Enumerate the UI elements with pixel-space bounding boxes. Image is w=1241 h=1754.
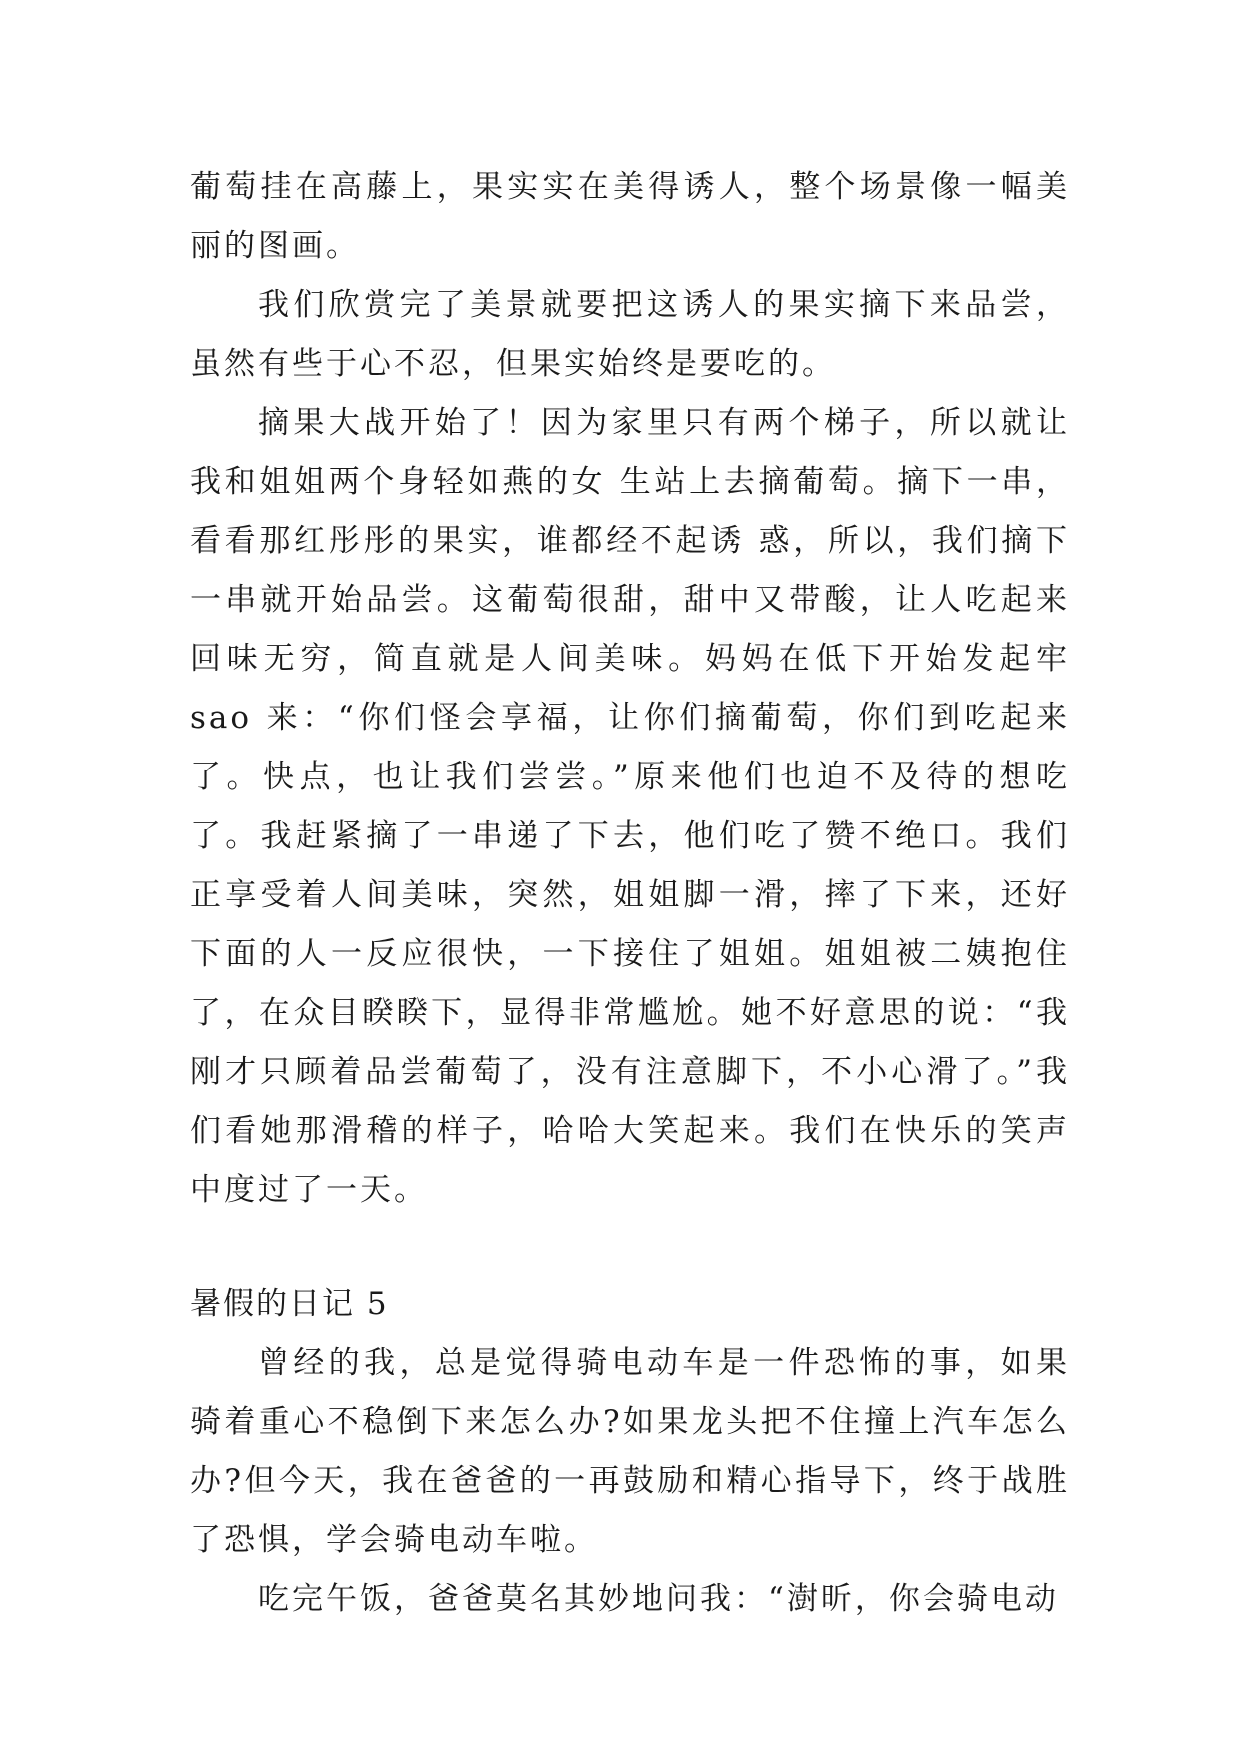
paragraph-after-lunch: 吃完午饭，爸爸莫名其妙地问我：“澍昕，你会骑电动 [258, 1581, 1059, 1617]
paragraph-admire-fruit: 我们欣赏完了美景就要把这诱人的果实摘下来品尝，虽然有些于心不忍，但果实始终是要吃的。 [190, 287, 1070, 382]
document-body [190, 158, 1070, 1629]
paragraph-picking-battle: 摘果大战开始了！因为家里只有两个梯子，所以就让我和姐姐两个身轻如燕的女 生站上去摘葡萄。摘下一串，看看那红彤彤的果实，谁都经不起诱 惑，所以，我们摘下一串就开始品尝。这葡萄很甜，甜中又带酸，让人吃起来回味无穷，简直就是人间美味。妈妈在低下开始发起牢 sao 来：“你们怪会享福，让你们摘葡萄，你们到吃起来了。快点，也让我们尝尝。”原来他们也迫不及待的想吃了。我赶紧摘了一串递了下去，他们吃了赞不绝口。我们正享受着人间美味，突然，姐姐脚一滑，摔了下来，还好下面的人一反应很快，一下接住了姐姐。姐姐被二姨抱住了，在众目睽睽下，显得非常尴尬。她不好意思的说：“我刚才只顾着品尝葡萄了，没有注意脚下，不小心滑了。”我们看她那滑稽的样子，哈哈大笑起来。我们在快乐的笑声中度过了一天。 [190, 405, 1070, 1208]
paragraph-grapes-scene: 葡萄挂在高藤上，果实实在美得诱人，整个场景像一幅美丽的图画。 [190, 169, 1070, 264]
section-spacer [190, 1220, 1070, 1275]
section-title: 暑假的日记 5 [190, 1286, 389, 1322]
paragraph-ebike-fear: 曾经的我，总是觉得骑电动车是一件恐怖的事，如果骑着重心不稳倒下来怎么办?如果龙头把不住撞上汽车怎么办?但今天，我在爸爸的一再鼓励和精心指导下，终于战胜了恐惧，学会骑电动车啦。 [190, 1345, 1070, 1558]
